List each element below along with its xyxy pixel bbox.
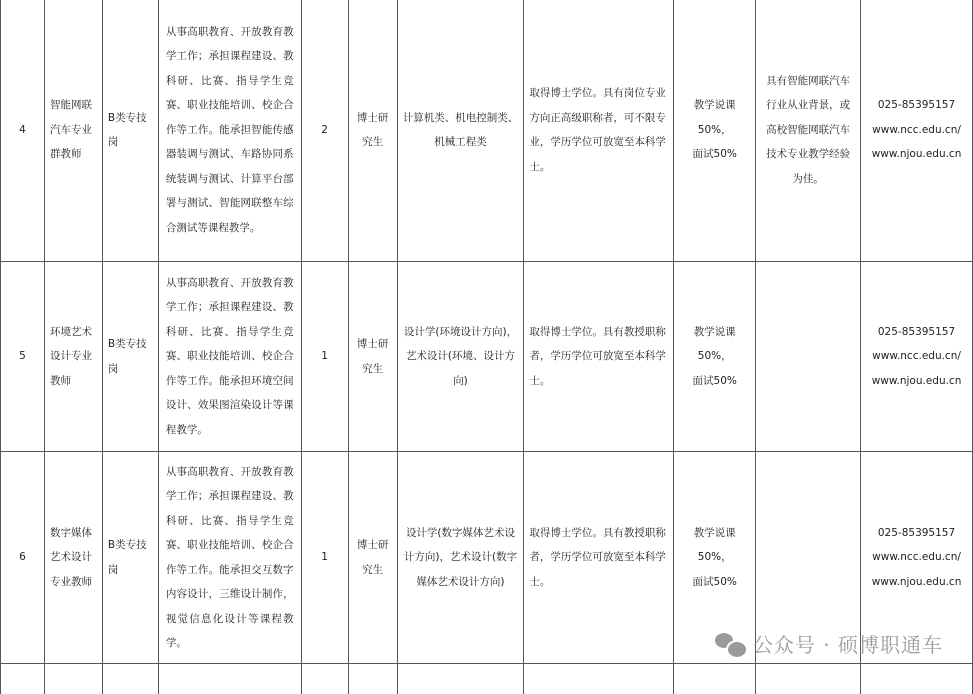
contact-url[interactable]: www.ncc.edu.cn/: [866, 545, 967, 570]
watermark: [715, 629, 943, 658]
contact-phone: 025-85395157: [866, 521, 967, 546]
wechat-icon: [715, 631, 745, 657]
major-requirement: 设计学(环境设计方向)，艺术设计(环境、设计方向): [397, 262, 524, 452]
position-name: 智能网联汽车专业群教师: [44, 0, 102, 262]
major-requirement: 计算机类、机电控制类、机械工程类: [397, 0, 524, 262]
job-duty: 从事高职教育、开放教育教学工作；承担课程建设、教科研、比赛、指导学生竞赛、职业技能培训、校企合作等工作。能承担环境空间设计、效果图渲染设计等课程教学。: [158, 262, 301, 452]
exam-method: [674, 0, 756, 262]
row-number: 5: [1, 262, 45, 452]
exam-line: 50%，: [679, 545, 750, 570]
other-requirement: 取得博士学位。具有教授职称者，学历学位可放宽至本科学士。: [524, 452, 674, 664]
contact: [861, 0, 973, 262]
exam-line: 教学说课: [679, 521, 750, 546]
exam-line: 面试50%: [679, 369, 750, 394]
hire-count: 1: [301, 262, 348, 452]
row-number: 6: [1, 452, 45, 664]
position-category: B类专技岗: [102, 452, 158, 664]
contact-phone: 025-85395157: [866, 93, 967, 118]
education-requirement: 博士研究生: [348, 0, 397, 262]
major-requirement: 设计学(数字媒体艺术设计方向)，艺术设计(数字媒体艺术设计方向): [397, 452, 524, 664]
contact-url[interactable]: www.njou.edu.cn: [866, 142, 967, 167]
education-requirement: 博士研究生: [348, 452, 397, 664]
exam-line: 教学说课: [679, 320, 750, 345]
note: 具有智能网联汽车行业从业背景，或高校智能网联汽车技术专业教学经验为佳。: [756, 0, 861, 262]
hire-count: 1: [301, 452, 348, 664]
table-row-partial: [1, 664, 973, 694]
other-requirement: 取得博士学位。具有岗位专业方向正高级职称者，可不限专业，学历学位可放宽至本科学士。: [524, 0, 674, 262]
position-name: 环境艺术设计专业教师: [44, 262, 102, 452]
contact-url[interactable]: www.njou.edu.cn: [866, 369, 967, 394]
education-requirement: 博士研究生: [348, 262, 397, 452]
contact-url[interactable]: www.ncc.edu.cn/: [866, 118, 967, 143]
table-row: [1, 0, 973, 262]
watermark-text: 公众号 · 硕博职通车: [753, 629, 943, 658]
job-duty: 从事高职教育、开放教育教学工作；承担课程建设、教科研、比赛、指导学生竞赛、职业技能培训、校企合作等工作。能承担交互数字内容设计，三维设计制作，视觉信息化设计等课程教学。: [158, 452, 301, 664]
position-category: B类专技岗: [102, 262, 158, 452]
exam-line: 面试50%: [679, 570, 750, 595]
exam-line: 50%，: [679, 344, 750, 369]
position-category: B类专技岗: [102, 0, 158, 262]
note: [756, 262, 861, 452]
job-duty: 从事高职教育、开放教育教学工作；承担课程建设、教科研、比赛、指导学生竞赛、职业技能培训、校企合作等工作。能承担智能传感器装调与测试、车路协同系统装调与测试、计算平台部署与测试、智能网联整车综合测试等课程教学。: [158, 0, 301, 262]
contact-url[interactable]: www.ncc.edu.cn/: [866, 344, 967, 369]
hire-count: 2: [301, 0, 348, 262]
exam-method: [674, 262, 756, 452]
exam-line: 50%，: [679, 118, 750, 143]
contact-phone: 025-85395157: [866, 320, 967, 345]
exam-line: 教学说课: [679, 93, 750, 118]
contact: [861, 262, 973, 452]
exam-line: 面试50%: [679, 142, 750, 167]
row-number: 4: [1, 0, 45, 262]
table-row: [1, 262, 973, 452]
contact-url[interactable]: www.njou.edu.cn: [866, 570, 967, 595]
other-requirement: 取得博士学位。具有教授职称者，学历学位可放宽至本科学士。: [524, 262, 674, 452]
position-name: 数字媒体艺术设计专业教师: [44, 452, 102, 664]
